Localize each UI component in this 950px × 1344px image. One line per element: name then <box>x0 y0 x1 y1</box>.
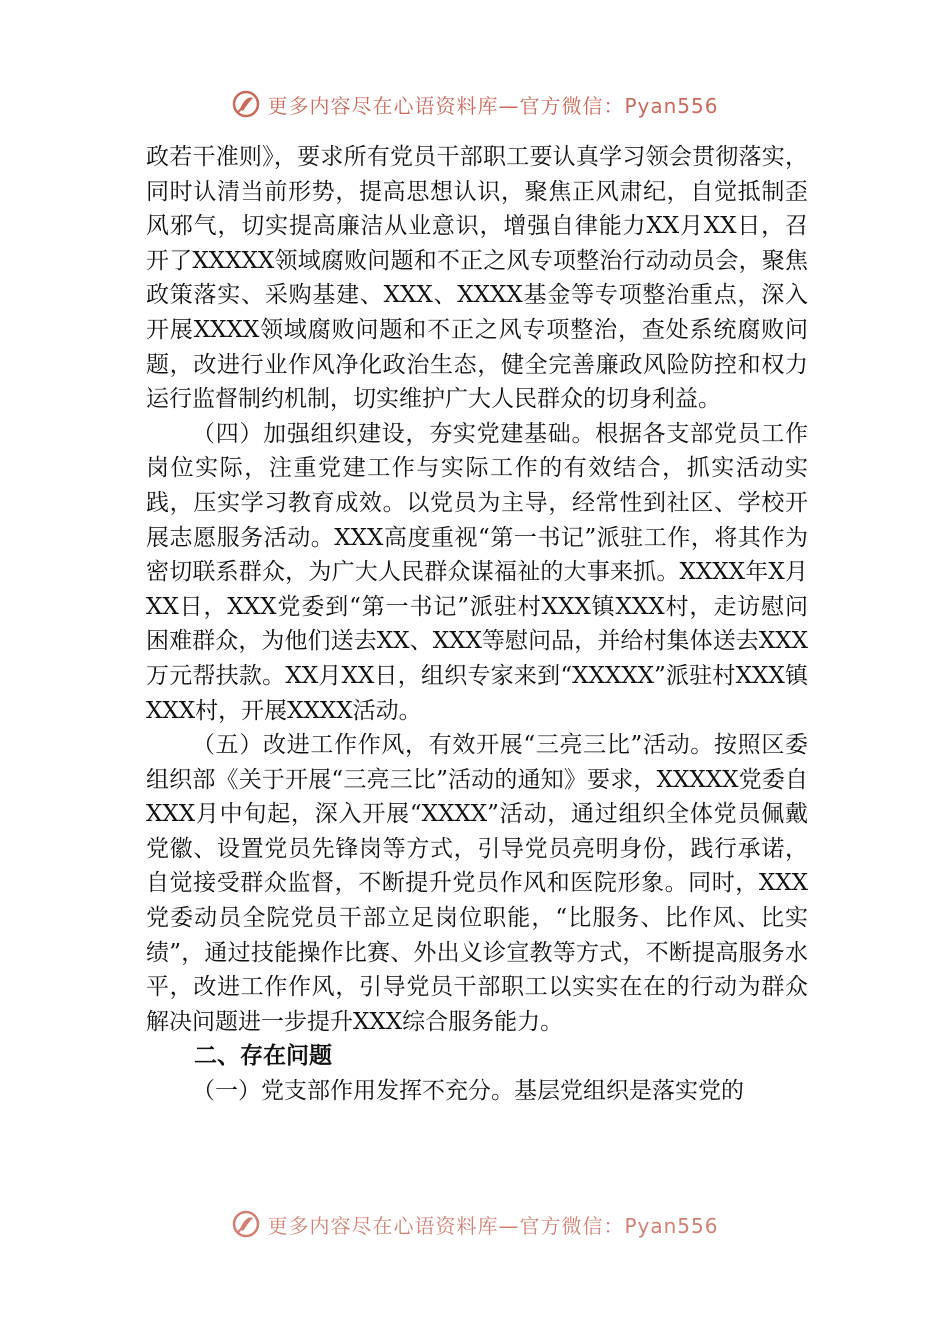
section-heading: 二、存在问题 <box>194 1043 332 1070</box>
watermark-text: 更多内容尽在心语资料库—官方微信：Pyan556 <box>267 93 719 118</box>
logo-icon <box>231 1209 261 1239</box>
paragraph-4: （一）党支部作用发挥不充分。基层党组织是落实党的 <box>192 1078 744 1105</box>
watermark-footer <box>0 1206 950 1242</box>
document-body <box>146 140 808 1109</box>
paragraph-2: （四）加强组织建设，夯实党建基础。根据各支部党员工作岗位实际，注重党建工作与实际工作的有效结合，抓实活动实践，压实学习教育成效。以党员为主导，经常性到社区、学校开展志愿服务活动。XXX高度重视“第一书记”派驻工作，将其作为密切联系群众，为广大人民群众谋福祉的大事来抓。XXXX年X月XX日，XXX党委到“第一书记”派驻村XXX镇XXX村，走访慰问困难群众，为他们送去XX、XXX等慰问品，并给村集体送去XXX万元帮扶款。XX月XX日，组织专家来到“XXXXX”派驻村XXX镇XXX村，开展XXXX活动。 <box>146 420 808 724</box>
paragraph-3: （五）改进工作作风，有效开展“三亮三比”活动。按照区委组织部《关于开展“三亮三比”活动的通知》要求，XXXXX党委自XXX月中旬起，深入开展“XXXX”活动，通过组织全体党员佩戴党徽、设置党员先锋岗等方式，引导党员亮明身份，践行承诺，自觉接受群众监督，不断提升党员作风和医院形象。同时，XXX党委动员全院党员干部立足岗位职能，“比服务、比作风、比实绩”，通过技能操作比赛、外出义诊宣教等方式，不断提高服务水平，改进工作作风，引导党员干部职工以实实在在的行动为群众解决问题进一步提升XXX综合服务能力。 <box>146 732 808 1035</box>
watermark-text: 更多内容尽在心语资料库—官方微信：Pyan556 <box>267 1213 719 1238</box>
logo-icon <box>231 89 261 119</box>
paragraph-1: 政若干准则》，要求所有党员干部职工要认真学习领会贯彻落实，同时认清当前形势，提高思想认识，聚焦正风肃纪，自觉抵制歪风邪气，切实提高廉洁从业意识，增强自律能力XX月XX日，召开了XXXXX领域腐败问题和不正之风专项整治行动动员会，聚焦政策落实、采购基建、XXX、XXXX基金等专项整治重点，深入开展XXXX领域腐败问题和不正之风专项整治，查处系统腐败问题，改进行业作风净化政治生态，健全完善廉政风险防控和权力运行监督制约机制，切实维护广大人民群众的切身利益。 <box>146 144 808 413</box>
watermark-header <box>0 86 950 122</box>
